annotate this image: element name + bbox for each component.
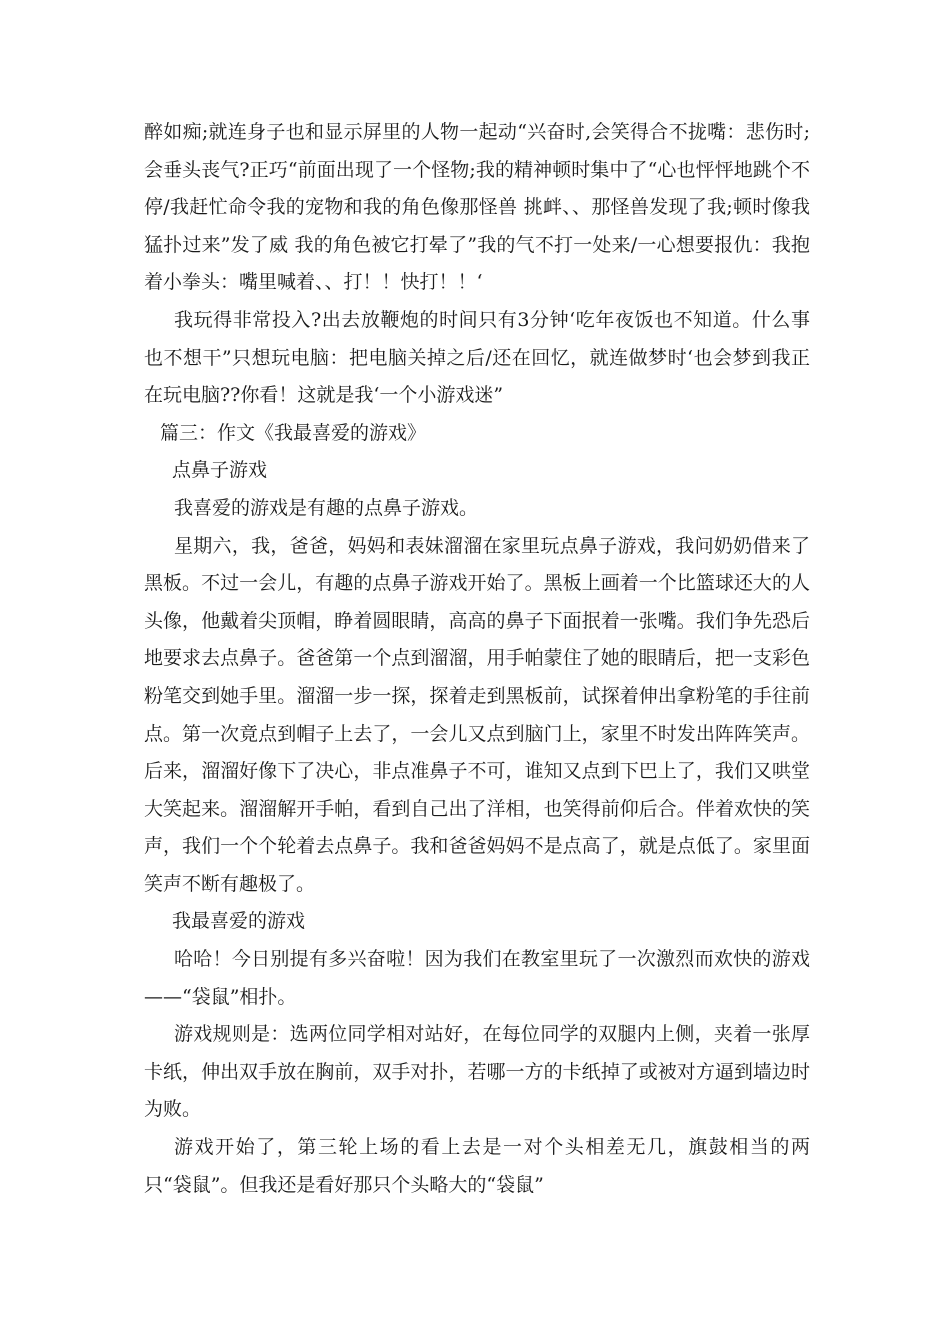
paragraph-6: 游戏规则是：选两位同学相对站好，在每位同学的双腿内上侧，夹着一张厚卡纸，伸出双手放在胸前，双手对扑，若哪一方的卡纸掉了或被对方逼到墙边时为败。 xyxy=(144,1023,810,1121)
section-heading: 篇三：作文《我最喜爱的游戏》 xyxy=(160,421,427,444)
paragraph-2: 我玩得非常投入?出去放鞭炮的时间只有3分钟‘吃年夜饭也不知道。什么事也不想干”只想玩电脑：把电脑关掉之后/还在回忆，就连做梦时‘也会梦到我正在玩电脑??你看！这就是我‘一个小游戏迷” xyxy=(144,308,810,407)
paragraph-3: 我喜爱的游戏是有趣的点鼻子游戏。 xyxy=(174,496,479,519)
essay-title-1: 点鼻子游戏 xyxy=(172,459,268,482)
document-page xyxy=(144,114,810,1204)
paragraph-5: 哈哈！今日别提有多兴奋啦！因为我们在教室里玩了一次激烈而欢快的游戏——“袋鼠”相扑。 xyxy=(144,948,810,1008)
essay-title-2: 我最喜爱的游戏 xyxy=(172,910,306,933)
paragraph-1: 醉如痴;就连身子也和显示屏里的人物一起动“兴奋时,会笑得合不拢嘴：悲伤时;会垂头丧气?正巧“前面出现了一个怪物;我的精神顿时集中了“心也怦怦地跳个不停/我赶忙命令我的宠物和我的角色像那怪兽 挑衅、、那怪兽发现了我;顿时像我猛扑过来”发了威 我的角色被它打晕了”我的气不打一处来/一心想要报仇：我抱着小拳头：嘴里喊着、、打！！快打！！‘ xyxy=(144,121,810,294)
paragraph-7: 游戏开始了，第三轮上场的看上去是一对个头相差无几，旗鼓相当的两只“袋鼠”。但我还是看好那只个头略大的“袋鼠” xyxy=(144,1136,810,1196)
paragraph-4: 星期六，我，爸爸，妈妈和表妹溜溜在家里玩点鼻子游戏，我问奶奶借来了黑板。不过一会儿，有趣的点鼻子游戏开始了。黑板上画着一个比篮球还大的人头像，他戴着尖顶帽，睁着圆眼睛，高高的鼻子下面抿着一张嘴。我们争先恐后地要求去点鼻子。爸爸第一个点到溜溜，用手帕蒙住了她的眼睛后，把一支彩色粉笔交到她手里。溜溜一步一探，探着走到黑板前，试探着伸出拿粉笔的手往前点。第一次竟点到帽子上去了，一会儿又点到脑门上，家里不时发出阵阵笑声。后来，溜溜好像下了决心，非点准鼻子不可，谁知又点到下巴上了，我们又哄堂大笑起来。溜溜解开手帕，看到自己出了洋相，也笑得前仰后合。伴着欢快的笑声，我们一个个轮着去点鼻子。我和爸爸妈妈不是点高了，就是点低了。家里面笑声不断有趣极了。 xyxy=(144,534,810,895)
